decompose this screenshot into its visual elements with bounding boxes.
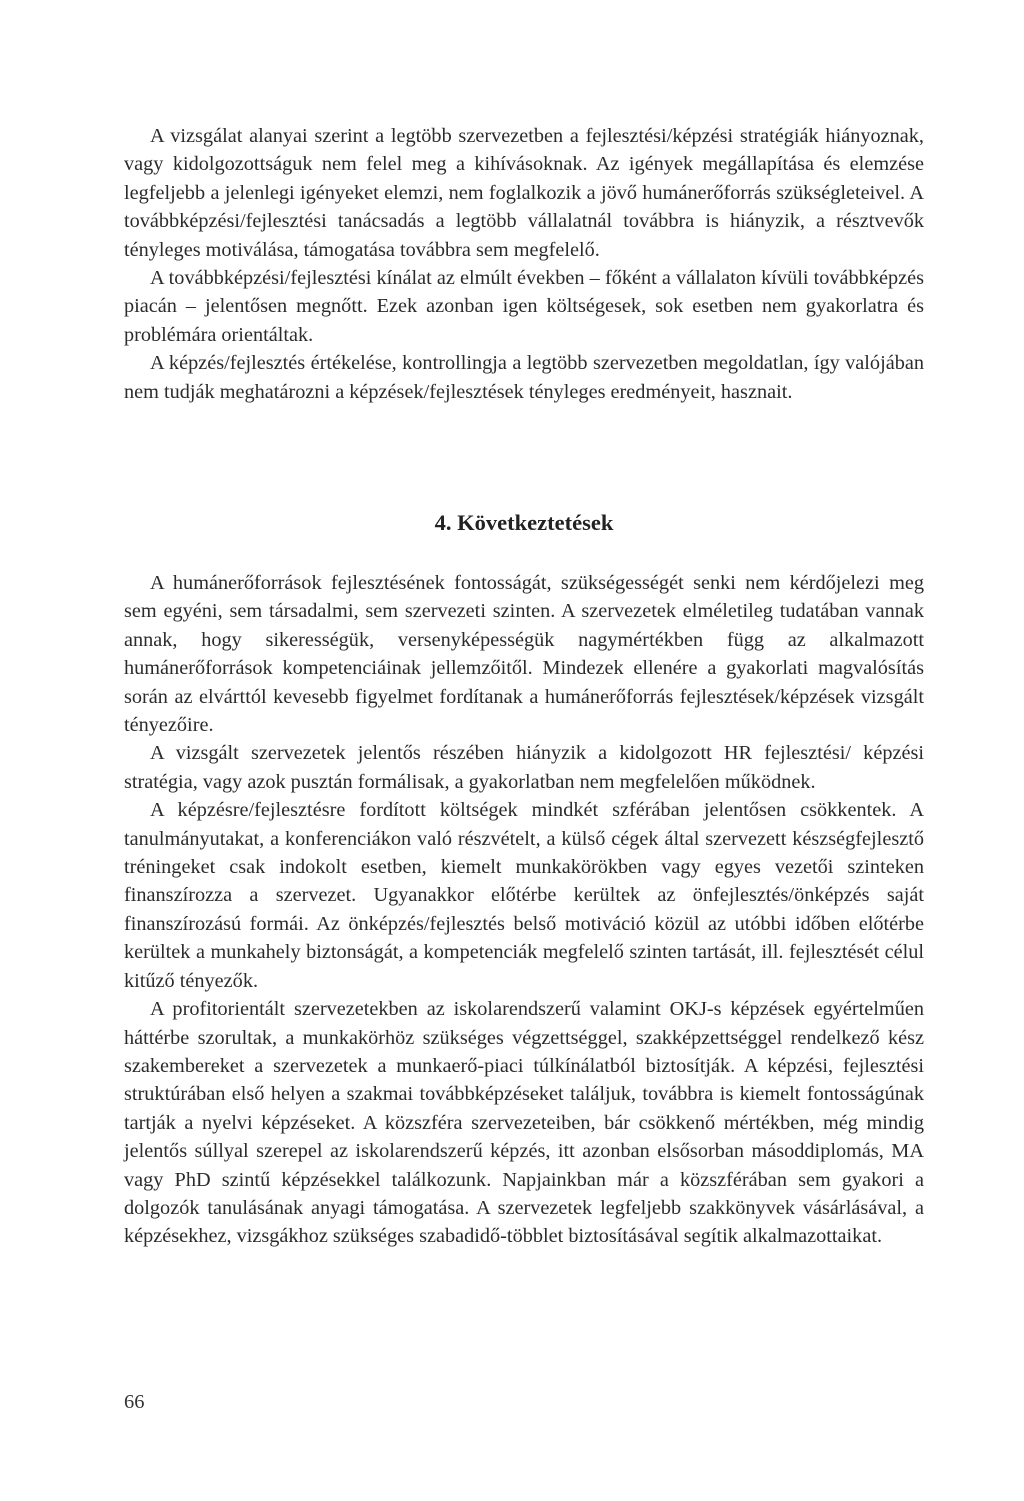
paragraph: A továbbképzési/fejlesztési kínálat az elmúlt években – főként a vállalaton kívüli továbbképzés piacán – jelentősen megnőtt. Ezek azonban igen költségesek, sok esetben nem gyakorlatra és problémára orientáltak.: [124, 267, 924, 346]
paragraph: A profitorientált szervezetekben az iskolarendszerű valamint OKJ-s képzések egyértelműen háttérbe szorultak, a munkakörhöz szükséges végzettséggel, szakképzettséggel rendelkező kész szakembereket a szervezetek a munkaerő-piaci túlkínálatból biztosítják. A képzési, fejlesztési struktúrában első helyen a szakmai továbbképzéseket találjuk, továbbra is kiemelt fontosságúnak tartják a nyelvi képzéseket. A közszféra szervezeteiben, bár csökkenő mértékben, még mindig jelentős súllyal szerepel az iskolarendszerű képzés, itt azonban elsősorban másoddiplomás, MA vagy PhD szintű képzésekkel találkozunk. Napjainkban már a közszférában sem gyakori a dolgozók tanulásának anyagi támogatása. A szervezetek legfeljebb szakkönyvek vásárlásával, a képzésekhez, vizsgákhoz szükséges szabadidő-többlet biztosításával segítik alkalmazottaikat.: [124, 998, 924, 1248]
paragraph: A vizsgált szervezetek jelentős részében hiányzik a kidolgozott HR fejlesztési/ képzési stratégia, vagy azok pusztán formálisak, a gyakorlatban nem megfelelően működnek.: [124, 742, 924, 793]
body-text-bottom: [124, 569, 924, 1251]
paragraph: A vizsgálat alanyai szerint a legtöbb szervezetben a fejlesztési/képzési stratégiák hiányoznak, vagy kidolgozottságuk nem felel meg a kihívásoknak. Az igények megállapítása és elemzése legfeljebb a jelenlegi igényeket elemzi, nem foglalkozik a jövő humánerőforrás szükségleteivel. A továbbképzési/fejlesztési tanácsadás a legtöbb vállalatnál továbbra is hiányzik, a résztvevők tényleges motiválása, támogatása továbbra sem megfelelő.: [124, 125, 924, 261]
paragraph: A képzésre/fejlesztésre fordított költségek mindkét szférában jelentősen csökkentek. A tanulmányutakat, a konferenciákon való részvételt, a külső cégek által szervezett készségfejlesztő tréningeket csak indokolt esetben, kiemelt munkakörökben vagy egyes vezetői szinteken finanszírozza a szervezet. Ugyanakkor előtérbe kerültek az önfejlesztés/önképzés saját finanszírozású formái. Az önképzés/fejlesztés belső motiváció közül az utóbbi időben előtérbe kerültek a munkahely biztonságát, a kompetenciák megfelelő szinten tartását, ill. fejlesztését célul kitűző tényezők.: [124, 799, 924, 992]
page-number: 66: [124, 1391, 145, 1413]
section-heading: 4. Következtetések: [434, 510, 614, 535]
paragraph: A képzés/fejlesztés értékelése, kontrollingja a legtöbb szervezetben megoldatlan, így valójában nem tudják meghatározni a képzések/fejlesztések tényleges eredményeit, hasznait.: [124, 352, 924, 403]
body-text-top: [124, 122, 924, 406]
paragraph: A humánerőforrások fejlesztésének fontosságát, szükségességét senki nem kérdőjelezi meg sem egyéni, sem társadalmi, sem szervezeti szinten. A szervezetek elméletileg tudatában vannak annak, hogy sikerességük, versenyképességük nagymértékben függ az alkalmazott humánerőforrások kompetenciáinak jellemzőitől. Mindezek ellenére a gyakorlati magvalósítás során az elvárttól kevesebb figyelmet fordítanak a humánerőforrás fejlesztések/képzések vizsgált tényezőire.: [124, 572, 924, 737]
